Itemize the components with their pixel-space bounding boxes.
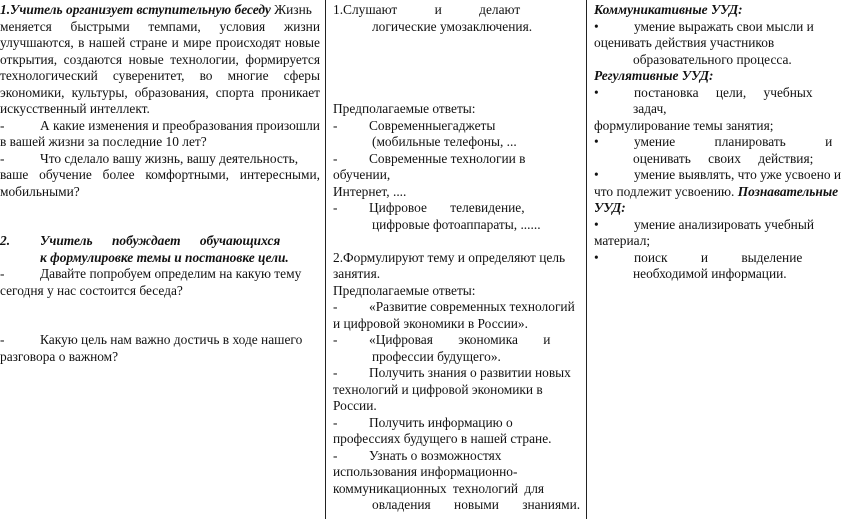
question-4-cont: разговора о важном? [0,348,119,364]
question-text: А какие изменения и преобразования произошли [40,117,320,133]
question-text: Что сделало вашу жизнь, вашу деятельность, [40,150,299,166]
teacher-activity-column [0,2,320,365]
expected-answers-label: Предполагаемые ответы: [333,101,476,116]
paragraph-line: искусственный интеллект. [0,101,150,116]
answer-item [333,151,580,168]
paragraph-line: открытия, создаются новые технологии, формируется [0,51,320,67]
bullet-marker: • [594,18,599,34]
cognitive-heading: Познавательные [737,183,839,199]
bullet-text: поиск и выделение [634,249,803,265]
question-text: Какую цель нам важно достичь в ходе нашего [40,332,303,347]
bullet-cont: материал; [594,233,651,248]
student-activity-column [333,2,580,514]
question-3 [0,266,320,283]
answer-item [333,299,580,316]
answer-cont: использования информационно- [333,464,518,479]
answer-item [333,448,580,465]
bullet-cont: формулирование темы занятия; [594,117,774,133]
bullet-cont: оценивать действия участников [594,35,775,50]
skills-column [594,2,841,283]
bullet-marker: • [594,167,599,182]
answer-cont: Интернет, .... [333,183,407,199]
bullet-text: умение планировать и [634,134,833,149]
bullet-marker: • [594,216,599,232]
answer-text: «Развитие современных технологий [369,299,575,314]
dash-marker: - [0,266,5,281]
answer-item [333,332,580,349]
paragraph-line: улучшаются, в нашей стране и мире происходят новые [0,35,320,50]
stage-1-heading: 1.Учитель организует вступительную беседу [0,2,271,17]
bullet-cont: задач, [633,101,667,116]
bullet-item [594,85,824,102]
dash-marker: - [0,150,5,166]
answer-cont: профессии будущего». [372,348,501,364]
bullet-cont: необходимой информации. [633,266,787,281]
expected-answers-label: Предполагаемые ответы: [333,282,476,298]
regulatory-heading: Регулятивные УУД: [594,68,714,83]
answer-text: Узнать о возможностях [369,447,502,463]
step-2: 2.Формулируют тему и определяют цель [333,249,566,265]
answer-text: Современные технологии в [369,150,526,166]
bullet-text: умение анализировать учебный [634,216,814,232]
dash-marker: - [333,447,338,463]
answer-cont: России. [333,398,377,413]
bullet-item [594,134,833,151]
bullet-text: что подлежит усвоению. [594,183,738,199]
question-1-cont: в вашей жизни за последние 10 лет? [0,134,207,149]
bullet-marker: • [594,134,599,149]
communicative-heading: Коммуникативные УУД: [594,2,743,17]
answer-item [333,200,580,217]
answer-cont: технологий и цифровой экономики в [333,381,543,397]
stage-number: 2. [0,233,11,248]
dash-marker: - [333,117,338,133]
dash-marker: - [333,332,338,347]
question-2-cont: ваше обучение более комфортными, интересными, [0,167,320,182]
bullet-text: постановка цели, учебных [634,84,813,100]
question-text: Давайте попробуем определим на какую тему [40,266,302,281]
stage-1-text: Жизнь [270,2,312,17]
answer-text: Цифровое телевидение, [369,200,525,215]
question-2 [0,151,320,168]
answer-cont: овладения новыми знаниями. [372,497,581,512]
answer-item [333,118,580,135]
answer-cont: обучении, [333,167,391,182]
answer-cont: профессиях будущего в нашей стране. [333,431,552,446]
answer-text: Современныегаджеты [369,117,496,133]
paragraph-line: меняется быстрыми темпами, условия жизни [0,18,320,34]
answer-cont: (мобильные телефоны, ... [372,134,517,149]
bullet-cont: оценивать своих действия; [633,150,814,166]
bullet-item [594,19,824,36]
step-2-cont: занятия. [333,266,381,281]
answer-item [333,415,580,432]
dash-marker: - [333,150,338,166]
dash-marker: - [0,117,5,133]
bullet-item [594,250,824,267]
dash-marker: - [0,332,5,347]
dash-marker: - [333,200,338,215]
step-1-cont: логические умозаключения. [372,18,533,34]
stage-1-heading-line [0,2,320,19]
answer-text: «Цифровая экономика и [369,332,551,347]
answer-item [333,365,580,382]
column-divider [325,0,326,519]
bullet-item [594,217,824,234]
bullet-text: умение выявлять, что уже усвоено и [634,167,841,182]
answer-cont: и цифровой экономики в России». [333,315,528,331]
bullet-marker: • [594,84,599,100]
stage-2-heading [0,233,320,250]
column-divider [586,0,587,519]
dash-marker: - [333,299,338,314]
cognitive-heading-cont: УУД: [594,200,626,215]
answer-cont: коммуникационных технологий для [333,480,545,496]
step-1: 1.Слушают и делают [333,2,521,17]
question-2-cont: мобильными? [0,183,80,199]
stage-2-heading-text: Учитель побуждает обучающихся [40,233,281,248]
bullet-marker: • [594,249,599,265]
answer-text: Получить знания о развитии новых [369,365,571,380]
dash-marker: - [333,365,338,380]
bullet-item [594,167,841,184]
question-1 [0,118,320,135]
paragraph-line: экономики, культуры, образования, спорта проникает [0,84,320,100]
question-4 [0,332,320,349]
dash-marker: - [333,414,338,430]
answer-cont: цифровые фотоаппараты, ...... [372,216,541,232]
stage-2-heading-cont: к формулировке темы и постановке цели. [40,249,289,265]
bullet-text: умение выражать свои мысли и [634,18,814,34]
bullet-cont [594,183,839,201]
answer-text: Получить информацию о [369,414,513,430]
paragraph-line: технологический суверенитет, во многие сферы [0,68,320,83]
question-3-cont: сегодня у нас состоится беседа? [0,282,183,298]
bullet-cont: образовательного процесса. [633,51,792,67]
